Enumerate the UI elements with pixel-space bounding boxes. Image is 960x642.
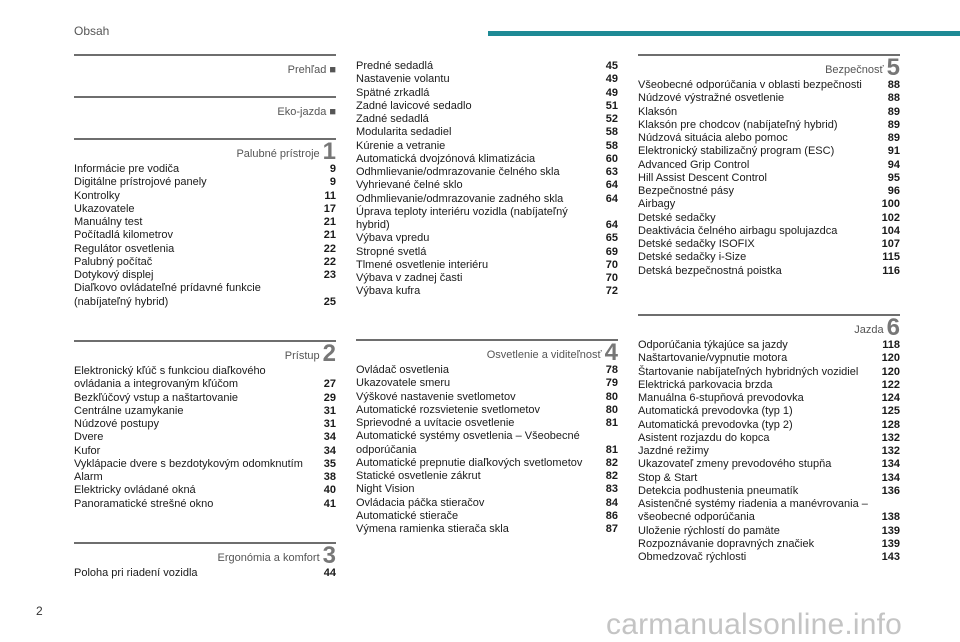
toc-entry[interactable] — [74, 282, 336, 295]
toc-entry-title: Manuálny test — [74, 216, 143, 228]
toc-entry-page: 31 — [323, 404, 336, 417]
toc-entry-page: 64 — [605, 179, 618, 192]
toc-entry[interactable] — [356, 193, 618, 206]
toc-entry-page: 139 — [881, 537, 900, 550]
toc-entry-title: Deaktivácia čelného airbagu spolujazdca — [638, 224, 838, 237]
toc-entry[interactable] — [638, 79, 900, 92]
section-number: 6 — [886, 314, 900, 341]
toc-entry-title: Uloženie rýchlostí do pamäte — [638, 524, 780, 537]
toc-entry[interactable] — [638, 458, 900, 471]
toc-entry[interactable] — [638, 132, 900, 145]
toc-entry-title: Štartovanie nabíjateľných hybridných vozidiel — [638, 365, 859, 378]
toc-entry-page: 134 — [881, 471, 900, 484]
toc-entry-page: 64 — [605, 192, 618, 205]
toc-entry-page: 45 — [605, 60, 618, 72]
toc-entry-title: Klaksón pre chodcov (nabíjateľný hybrid) — [638, 118, 838, 131]
toc-entry-title: Automatické systémy osvetlenia – Všeobecné — [356, 430, 580, 443]
toc-entry[interactable] — [356, 457, 618, 470]
toc-entry[interactable] — [74, 203, 336, 216]
toc-entry-title: Klaksón — [638, 105, 678, 118]
toc-entry-page: 104 — [881, 224, 900, 237]
toc-entry-page: 88 — [887, 92, 900, 105]
toc-entry-title: Odporúčania týkajúce sa jazdy — [638, 339, 788, 351]
toc-entry-page: 49 — [605, 73, 618, 86]
toc-entry-title: Night Vision — [356, 483, 415, 496]
section-title: Prístup — [284, 350, 320, 362]
toc-entry-page: 29 — [323, 391, 336, 404]
toc-entry-title: Výškové nastavenie svetlometov — [356, 390, 516, 403]
toc-entry-page: 128 — [881, 418, 900, 431]
toc-entry-page: 86 — [605, 509, 618, 522]
toc-entry-title: Manuálna 6-stupňová prevodovka — [638, 392, 804, 404]
toc-entry-title: Elektrická parkovacia brzda — [638, 378, 773, 391]
toc-entry[interactable] — [74, 458, 336, 471]
toc-entry-title: Digitálne prístrojové panely — [74, 176, 207, 189]
toc-entry[interactable] — [638, 92, 900, 105]
toc-entry-page: 88 — [887, 79, 900, 91]
section-heading[interactable] — [277, 96, 336, 120]
toc-entry-page: 116 — [882, 264, 900, 277]
toc-entry-page: 132 — [881, 445, 900, 457]
toc-entry-title: Bezpečnostné pásy — [638, 185, 735, 197]
toc-entry-title: Naštartovanie/vypnutie motora — [638, 352, 788, 365]
toc-entry[interactable] — [74, 229, 336, 242]
toc-entry-title: Automatické prepnutie diaľkových svetlometov — [356, 456, 583, 469]
toc-entry-page: 132 — [881, 431, 900, 444]
toc-entry-page: 11 — [324, 189, 336, 202]
toc-entry-page: 120 — [881, 365, 900, 378]
toc-entry[interactable] — [356, 259, 618, 272]
toc-entry-page: 17 — [323, 202, 336, 215]
section-title: Jazda — [854, 324, 884, 336]
toc-entry-title: Advanced Grip Control — [638, 158, 750, 171]
toc-entry[interactable] — [356, 285, 618, 298]
toc-entry-page: 44 — [323, 567, 336, 579]
toc-entry[interactable] — [356, 364, 618, 377]
toc-entry[interactable] — [356, 73, 618, 86]
toc-entry[interactable] — [638, 485, 900, 498]
toc-entry[interactable] — [638, 106, 900, 119]
toc-entry-page: 64 — [605, 219, 618, 231]
toc-entry-page: 27 — [323, 378, 336, 391]
toc-entry[interactable] — [356, 444, 618, 457]
toc-entry-page: 63 — [605, 166, 618, 178]
toc-entry-title: Elektronický kľúč s funkciou diaľkového — [74, 365, 266, 377]
toc-entry[interactable] — [74, 498, 336, 511]
toc-entry-title: Stropné svetlá — [356, 245, 427, 258]
toc-entry-title: Airbagy — [638, 198, 676, 211]
toc-entry-title: Tlmené osvetlenie interiéru — [356, 258, 489, 271]
toc-entry-page: 78 — [605, 364, 618, 376]
toc-entry[interactable] — [74, 431, 336, 444]
toc-entry[interactable] — [638, 265, 900, 278]
toc-entry-list — [638, 339, 900, 564]
toc-entry[interactable] — [356, 232, 618, 245]
toc-entry-page: 58 — [605, 139, 618, 152]
toc-entry[interactable] — [638, 172, 900, 185]
toc-entry-title: Automatická dvojzónová klimatizácia — [356, 152, 536, 165]
toc-entry[interactable] — [638, 445, 900, 458]
toc-entry[interactable] — [356, 60, 618, 73]
toc-entry-page: 81 — [605, 443, 618, 456]
toc-entry[interactable] — [356, 113, 618, 126]
toc-entry-page: 72 — [605, 285, 618, 298]
toc-entry[interactable] — [356, 483, 618, 496]
toc-entry-page: 82 — [605, 456, 618, 469]
toc-entry-page: 82 — [605, 470, 618, 482]
toc-entry-title: Ovládač osvetlenia — [356, 364, 449, 376]
toc-entry-list — [356, 60, 618, 299]
section-heading[interactable] — [825, 54, 900, 81]
toc-entry-page: 80 — [605, 390, 618, 403]
toc-entry[interactable] — [74, 269, 336, 282]
toc-entry-page: 115 — [882, 251, 900, 264]
toc-entry-page: 83 — [605, 483, 618, 496]
toc-entry[interactable] — [638, 498, 900, 511]
toc-entry[interactable] — [74, 176, 336, 189]
toc-entry-title: Núdzové výstražné osvetlenie — [638, 92, 785, 105]
toc-entry[interactable] — [356, 523, 618, 536]
toc-entry[interactable] — [356, 272, 618, 285]
toc-entry-title: ovládania a integrovaným kľúčom — [74, 378, 239, 391]
toc-entry[interactable] — [74, 418, 336, 431]
toc-entry-title: Kufor — [74, 444, 101, 457]
toc-entry-title: Núdzová situácia alebo pomoc — [638, 132, 788, 144]
toc-entry[interactable] — [638, 366, 900, 379]
toc-entry-page: 21 — [323, 229, 336, 242]
toc-entry-title: Obmedzovač rýchlosti — [638, 551, 747, 563]
toc-entry-page: 143 — [881, 551, 900, 563]
toc-entry-title: Výbava kufra — [356, 285, 421, 298]
toc-entry-page: 34 — [323, 431, 336, 444]
toc-entry-title: Sprievodné a uvítacie osvetlenie — [356, 417, 515, 429]
toc-entry-title: Odhmlievanie/odmrazovanie zadného skla — [356, 192, 564, 205]
toc-entry-page: 87 — [605, 523, 618, 535]
toc-entry[interactable] — [638, 198, 900, 211]
toc-entry-page: 9 — [329, 163, 336, 175]
toc-entry[interactable] — [356, 404, 618, 417]
toc-entry-list — [74, 365, 336, 511]
toc-entry-title: hybrid) — [356, 219, 390, 231]
toc-entry-title: Vyklápacie dvere s bezdotykovým odomknutím — [74, 457, 303, 470]
toc-entry-list — [74, 163, 336, 309]
toc-entry-title: Regulátor osvetlenia — [74, 242, 175, 255]
toc-entry-page: 89 — [887, 132, 900, 144]
toc-entry-page: 139 — [881, 524, 900, 537]
section-heading[interactable] — [217, 542, 336, 569]
toc-entry-title: Nastavenie volantu — [356, 73, 450, 86]
toc-entry-page: 91 — [887, 145, 900, 158]
toc-entry-page: 9 — [329, 176, 336, 189]
toc-entry-page: 31 — [323, 418, 336, 430]
toc-entry[interactable] — [638, 551, 900, 564]
toc-entry[interactable] — [74, 378, 336, 391]
toc-entry-title: Detské sedačky ISOFIX — [638, 238, 755, 250]
section-title: Prehľad — [287, 64, 327, 76]
toc-entry-title: Elektricky ovládané okná — [74, 484, 196, 497]
section-heading[interactable] — [236, 138, 336, 165]
page-number: 2 — [36, 604, 43, 618]
toc-entry[interactable] — [638, 432, 900, 445]
section-number: 1 — [322, 138, 336, 165]
toc-entry[interactable] — [638, 159, 900, 172]
toc-entry[interactable] — [74, 365, 336, 378]
toc-entry[interactable] — [638, 392, 900, 405]
toc-entry-title: Automatické rozsvietenie svetlometov — [356, 403, 541, 416]
toc-entry-title: Výbava v zadnej časti — [356, 272, 463, 284]
toc-entry[interactable] — [638, 339, 900, 352]
toc-entry[interactable] — [638, 511, 900, 524]
toc-entry[interactable] — [638, 185, 900, 198]
toc-entry-title: Bezkľúčový vstup a naštartovanie — [74, 391, 239, 404]
toc-entry-page: 70 — [605, 258, 618, 271]
toc-entry[interactable] — [74, 471, 336, 484]
section-title: Palubné prístroje — [236, 148, 320, 160]
toc-entry-title: Zadné lavicové sedadlo — [356, 99, 472, 112]
section-title: Osvetlenie a viditeľnosť — [486, 349, 602, 361]
toc-entry[interactable] — [356, 430, 618, 443]
toc-entry[interactable] — [74, 484, 336, 497]
toc-entry-title: Centrálne uzamykanie — [74, 404, 184, 417]
toc-entry[interactable] — [356, 126, 618, 139]
toc-entry[interactable] — [356, 179, 618, 192]
toc-entry-page: 49 — [605, 86, 618, 99]
toc-entry[interactable] — [638, 538, 900, 551]
toc-entry[interactable] — [74, 405, 336, 418]
toc-entry-page: 94 — [887, 158, 900, 171]
toc-entry-title: Stop & Start — [638, 471, 698, 484]
toc-entry-title: Detské sedačky i-Size — [638, 251, 747, 264]
toc-entry-page: 138 — [881, 511, 900, 524]
toc-entry[interactable] — [74, 392, 336, 405]
section-heading[interactable] — [854, 314, 900, 341]
toc-entry[interactable] — [356, 377, 618, 390]
toc-entry-page: 38 — [323, 471, 336, 483]
toc-entry-title: Úprava teploty interiéru vozidla (nabíjateľný — [356, 205, 568, 218]
toc-entry-page: 134 — [881, 458, 900, 471]
toc-entry-page: 35 — [323, 457, 336, 470]
toc-entry-title: Alarm — [74, 471, 103, 483]
toc-entry-page: 65 — [605, 232, 618, 245]
toc-entry-page: 79 — [605, 377, 618, 390]
toc-entry-title: Ovládacia páčka stieračov — [356, 496, 485, 509]
section-number: 3 — [322, 542, 336, 569]
toc-entry-title: Počítadlá kilometrov — [74, 229, 174, 242]
toc-entry-page: 102 — [881, 211, 900, 224]
toc-entry[interactable] — [638, 472, 900, 485]
toc-entry[interactable] — [356, 391, 618, 404]
toc-entry-title: Predné sedadlá — [356, 60, 434, 72]
toc-entry[interactable] — [356, 206, 618, 219]
section-square-marker: ■ — [329, 64, 336, 76]
toc-entry-page: 120 — [881, 352, 900, 365]
toc-entry-list — [74, 567, 336, 580]
watermark: carmanualsonline.info — [606, 608, 903, 641]
toc-entry[interactable] — [356, 219, 618, 232]
toc-entry-title: Všeobecné odporúčania v oblasti bezpečnosti — [638, 79, 862, 91]
toc-entry-page: 60 — [605, 152, 618, 165]
toc-entry[interactable] — [638, 379, 900, 392]
toc-entry[interactable] — [74, 243, 336, 256]
toc-entry-title: Diaľkovo ovládateľné prídavné funkcie — [74, 282, 261, 295]
toc-entry-title: Dvere — [74, 431, 104, 444]
toc-entry-title: Ukazovatele smeru — [356, 377, 451, 390]
toc-entry-page: 125 — [881, 405, 900, 418]
toc-entry[interactable] — [74, 567, 336, 580]
toc-entry[interactable] — [74, 296, 336, 309]
toc-entry[interactable] — [356, 510, 618, 523]
toc-entry-page: 70 — [605, 272, 618, 284]
toc-entry-page: 95 — [887, 171, 900, 184]
toc-entry-page: 124 — [881, 392, 900, 404]
section-heading[interactable] — [288, 54, 336, 78]
toc-entry-page: 136 — [881, 484, 900, 497]
toc-entry-title: Hill Assist Descent Control — [638, 171, 767, 184]
toc-entry-title: Núdzové postupy — [74, 418, 159, 430]
toc-entry[interactable] — [74, 163, 336, 176]
toc-entry-page: 89 — [887, 105, 900, 118]
section-heading[interactable] — [486, 339, 618, 366]
toc-entry-page: 89 — [887, 118, 900, 131]
toc-entry[interactable] — [638, 225, 900, 238]
header-title: Obsah — [74, 24, 110, 38]
toc-entry[interactable] — [356, 470, 618, 483]
toc-entry-title: Automatické stierače — [356, 509, 459, 522]
toc-entry-title: Zadné sedadlá — [356, 113, 429, 125]
toc-entry[interactable] — [638, 119, 900, 132]
toc-entry-page: 80 — [605, 403, 618, 416]
toc-entry-title: Palubný počítač — [74, 255, 153, 268]
toc-entry-page: 40 — [323, 484, 336, 497]
toc-entry-title: Výbava vpredu — [356, 232, 430, 245]
toc-entry-page: 25 — [323, 295, 336, 308]
toc-entry-title: Kontrolky — [74, 189, 120, 202]
toc-entry-title: Detekcia podhustenia pneumatík — [638, 484, 799, 497]
toc-entry-title: Spätné zrkadlá — [356, 86, 430, 99]
toc-entry[interactable] — [638, 352, 900, 365]
toc-entry-page: 100 — [881, 198, 900, 211]
toc-entry[interactable] — [356, 497, 618, 510]
toc-entry-title: Asistent rozjazdu do kopca — [638, 431, 770, 444]
toc-entry[interactable] — [638, 212, 900, 225]
toc-entry-page: 21 — [323, 216, 336, 228]
toc-entry-page: 122 — [881, 378, 900, 391]
toc-entry-title: Informácie pre vodiča — [74, 163, 180, 175]
section-square-marker: ■ — [329, 106, 336, 118]
toc-entry-page: 81 — [605, 417, 618, 429]
section-number: 2 — [322, 340, 336, 367]
toc-entry[interactable] — [356, 100, 618, 113]
toc-entry-title: Detská bezpečnostná poistka — [638, 264, 782, 277]
toc-entry-title: odporúčania — [356, 443, 417, 456]
toc-entry-title: Vyhrievané čelné sklo — [356, 179, 463, 192]
toc-entry[interactable] — [638, 145, 900, 158]
toc-entry[interactable] — [356, 140, 618, 153]
toc-entry-page: 52 — [605, 113, 618, 125]
toc-entry-title: Modularita sedadiel — [356, 126, 452, 139]
toc-entry-title: Poloha pri riadení vozidla — [74, 567, 198, 579]
section-title: Eko-jazda — [277, 106, 327, 118]
toc-entry-title: Asistenčné systémy riadenia a manévrovania – — [638, 498, 868, 510]
toc-entry-title: Rozpoznávanie dopravných značiek — [638, 537, 815, 550]
toc-entry[interactable] — [638, 419, 900, 432]
toc-entry-page: 22 — [323, 242, 336, 255]
toc-entry-page: 34 — [323, 444, 336, 457]
toc-entry-title: Panoramatické strešné okno — [74, 497, 214, 510]
toc-entry[interactable] — [638, 238, 900, 251]
toc-entry[interactable] — [74, 256, 336, 269]
toc-entry-page: 22 — [323, 255, 336, 268]
toc-entry-page: 69 — [605, 245, 618, 258]
toc-entry[interactable] — [356, 417, 618, 430]
toc-entry-title: všeobecné odporúčania — [638, 511, 755, 524]
toc-entry-title: Výmena ramienka stierača skla — [356, 523, 509, 535]
toc-entry-title: (nabíjateľný hybrid) — [74, 295, 169, 308]
toc-entry-page: 58 — [605, 126, 618, 139]
toc-entry-title: Kúrenie a vetranie — [356, 139, 446, 152]
toc-entry-title: Odhmlievanie/odmrazovanie čelného skla — [356, 166, 560, 178]
toc-entry-title: Elektronický stabilizačný program (ESC) — [638, 145, 835, 158]
section-title: Bezpečnosť — [825, 64, 884, 76]
toc-entry-title: Dotykový displej — [74, 269, 154, 281]
section-number: 5 — [886, 54, 900, 81]
toc-entry-page: 118 — [882, 339, 900, 351]
section-heading[interactable] — [284, 340, 336, 367]
section-number: 4 — [604, 339, 618, 366]
toc-entry[interactable] — [356, 166, 618, 179]
toc-entry-page: 41 — [323, 497, 336, 510]
toc-entry[interactable] — [638, 251, 900, 264]
toc-entry-title: Automatická prevodovka (typ 1) — [638, 405, 793, 418]
section-title: Ergonómia a komfort — [217, 552, 320, 564]
toc-entry-page: 96 — [887, 185, 900, 197]
toc-entry[interactable] — [74, 190, 336, 203]
header-accent-bar — [488, 31, 960, 36]
toc-entry-page: 51 — [605, 99, 618, 112]
toc-entry-title: Detské sedačky — [638, 211, 716, 224]
toc-entry-page: 84 — [605, 496, 618, 509]
toc-entry-page: 107 — [881, 238, 900, 250]
toc-entry[interactable] — [74, 216, 336, 229]
toc-entry[interactable] — [638, 525, 900, 538]
toc-entry-list — [638, 79, 900, 278]
toc-entry-page: 23 — [323, 269, 336, 281]
toc-entry[interactable] — [638, 405, 900, 418]
toc-entry[interactable] — [356, 153, 618, 166]
toc-entry[interactable] — [74, 445, 336, 458]
toc-entry[interactable] — [356, 87, 618, 100]
toc-entry[interactable] — [356, 246, 618, 259]
toc-entry-title: Statické osvetlenie zákrut — [356, 470, 481, 482]
toc-entry-title: Jazdné režimy — [638, 445, 709, 457]
toc-entry-list — [356, 364, 618, 536]
toc-entry-title: Automatická prevodovka (typ 2) — [638, 418, 793, 431]
toc-entry-title: Ukazovateľ zmeny prevodového stupňa — [638, 458, 832, 471]
toc-entry-title: Ukazovatele — [74, 202, 135, 215]
